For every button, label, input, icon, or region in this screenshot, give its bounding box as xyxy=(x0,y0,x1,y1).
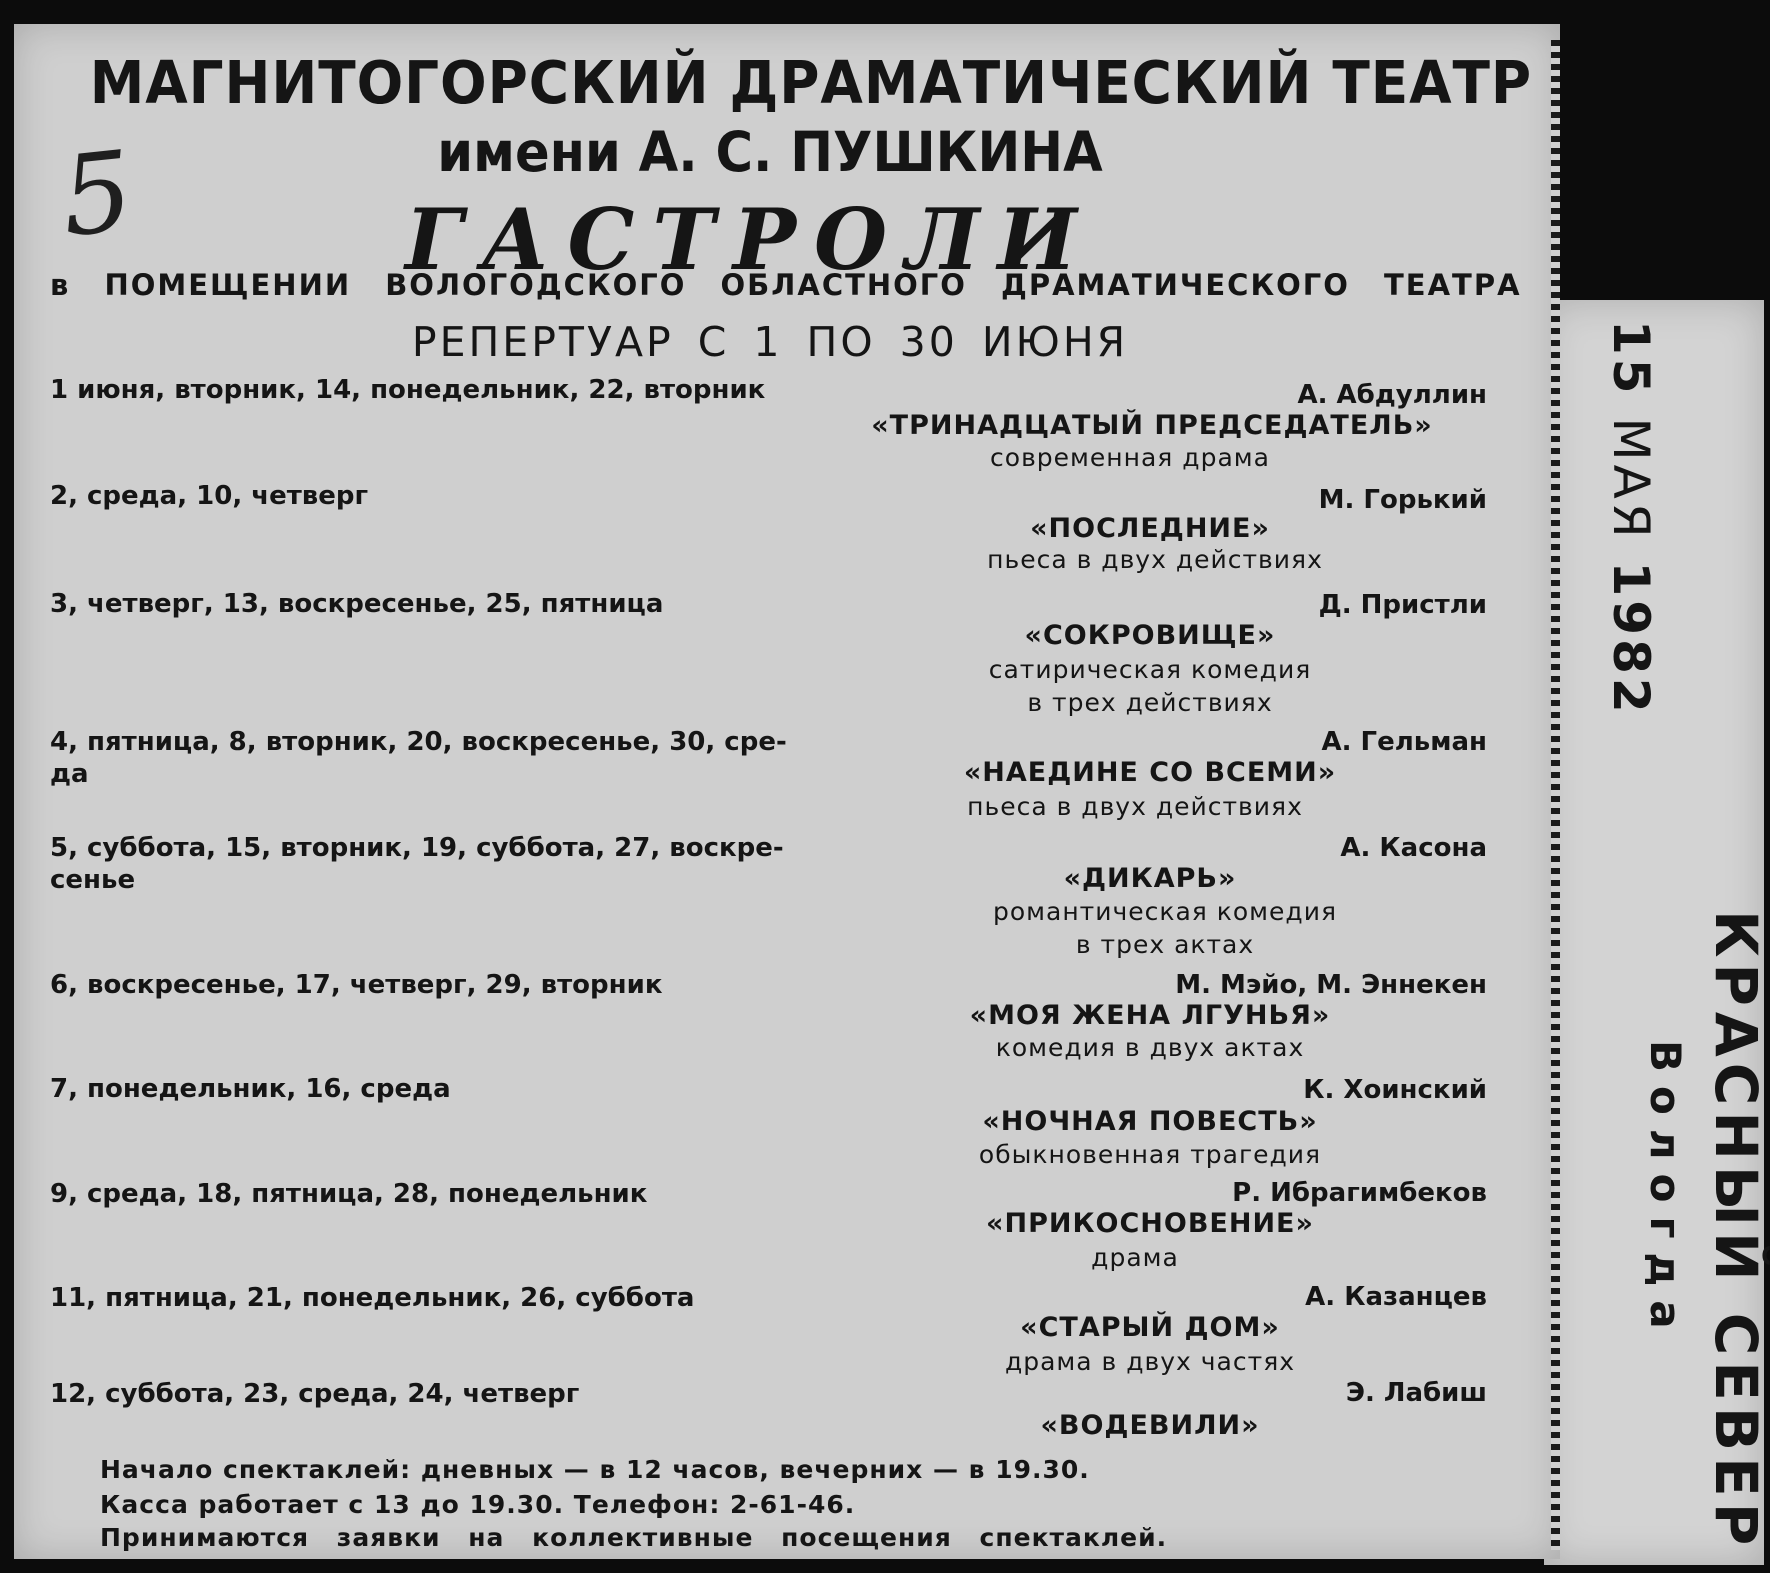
play-title: «ПРИКОСНОВЕНИЕ» xyxy=(986,1208,1314,1239)
play-genre: сатирическая комедия xyxy=(988,655,1312,684)
clipping-edge-perforation xyxy=(1551,40,1560,1550)
theatre-dedication: имени А. С. ПУШКИНА xyxy=(437,120,1103,184)
play-title: «ВОДЕВИЛИ» xyxy=(1040,1410,1260,1441)
play-author: М. Мэйо, М. Эннекен xyxy=(1175,970,1487,1000)
play-author: Р. Ибрагимбеков xyxy=(1232,1178,1487,1208)
play-author: А. Гельман xyxy=(1321,727,1487,757)
tour-heading: ГАСТРОЛИ xyxy=(405,190,1095,289)
play-title: «НАЕДИНЕ СО ВСЕМИ» xyxy=(963,757,1337,788)
performance-dates: 7, понедельник, 16, среда xyxy=(50,1074,451,1104)
box-office-info: Касса работает с 13 до 19.30. Телефон: 2-61-46. xyxy=(100,1490,856,1519)
play-genre-continued: в трех актах xyxy=(1075,930,1255,959)
play-title: «ДИКАРЬ» xyxy=(1063,863,1237,894)
play-title: «МОЯ ЖЕНА ЛГУНЬЯ» xyxy=(969,1000,1331,1031)
stamp-date-day: 15 xyxy=(1602,320,1660,398)
play-author: М. Горький xyxy=(1318,485,1487,515)
play-genre: драма xyxy=(1091,1243,1179,1272)
play-title: «СОКРОВИЩЕ» xyxy=(1024,620,1276,651)
performance-dates: 2, среда, 10, четверг xyxy=(50,481,369,511)
performance-dates-continued: да xyxy=(50,759,89,789)
performance-dates: 1 июня, вторник, 14, понедельник, 22, вторник xyxy=(50,375,766,405)
play-title: «СТАРЫЙ ДОМ» xyxy=(1020,1312,1280,1343)
performance-dates: 11, пятница, 21, понедельник, 26, суббота xyxy=(50,1283,695,1313)
performance-dates: 6, воскресенье, 17, четверг, 29, вторник xyxy=(50,970,663,1000)
repertoire-heading: РЕПЕРТУАР С 1 ПО 30 ИЮНЯ xyxy=(411,318,1129,366)
play-genre: современная драма xyxy=(990,443,1270,472)
performance-dates: 3, четверг, 13, воскресенье, 25, пятница xyxy=(50,589,664,619)
stamp-date-year: 1982 xyxy=(1602,561,1660,717)
play-genre: пьеса в двух действиях xyxy=(967,792,1303,821)
performance-dates-continued: сенье xyxy=(50,865,136,895)
play-author: А. Казанцев xyxy=(1305,1282,1487,1312)
newspaper-name-stamp: КРАСНЫЙ СЕВЕР xyxy=(1702,910,1770,1552)
handwritten-mark: 5 xyxy=(55,126,139,262)
play-author: Д. Пристли xyxy=(1318,590,1487,620)
play-genre: пьеса в двух действиях xyxy=(987,545,1323,574)
venue-line: в ПОМЕЩЕНИИ ВОЛОГОДСКОГО ОБЛАСТНОГО ДРАМАТИЧЕСКОГО ТЕАТРА xyxy=(50,268,1522,302)
performance-dates: 5, суббота, 15, вторник, 19, суббота, 27, воскре- xyxy=(50,833,784,863)
play-genre: драма в двух частях xyxy=(1004,1347,1296,1376)
theatre-name: МАГНИТОГОРСКИЙ ДРАМАТИЧЕСКИЙ ТЕАТР xyxy=(89,48,1533,117)
performance-start-times: Начало спектаклей: дневных — в 12 часов, вечерних — в 19.30. xyxy=(100,1455,1090,1484)
performance-dates: 4, пятница, 8, вторник, 20, воскресенье, 30, сре- xyxy=(50,727,787,757)
play-genre: обыкновенная трагедия xyxy=(978,1140,1322,1169)
play-author: К. Хоинский xyxy=(1303,1075,1487,1105)
stamp-date-month: МАЯ xyxy=(1602,417,1660,542)
newspaper-city-stamp: Вологда xyxy=(1641,1040,1690,1343)
play-genre-continued: в трех действиях xyxy=(1027,688,1273,717)
play-title: «НОЧНАЯ ПОВЕСТЬ» xyxy=(982,1106,1318,1137)
play-title: «ТРИНАДЦАТЫЙ ПРЕДСЕДАТЕЛЬ» xyxy=(871,410,1433,441)
play-genre: романтическая комедия xyxy=(992,897,1337,926)
group-orders-note: Принимаются заявки на коллективные посещения спектаклей. xyxy=(100,1523,1168,1552)
play-genre: комедия в двух актах xyxy=(995,1033,1305,1062)
play-title: «ПОСЛЕДНИЕ» xyxy=(1030,513,1270,544)
performance-dates: 9, среда, 18, пятница, 28, понедельник xyxy=(50,1179,648,1209)
play-author: Э. Лабиш xyxy=(1345,1378,1487,1408)
play-author: А. Касона xyxy=(1340,833,1487,863)
performance-dates: 12, суббота, 23, среда, 24, четверг xyxy=(50,1379,580,1409)
play-author: А. Абдуллин xyxy=(1297,380,1487,410)
